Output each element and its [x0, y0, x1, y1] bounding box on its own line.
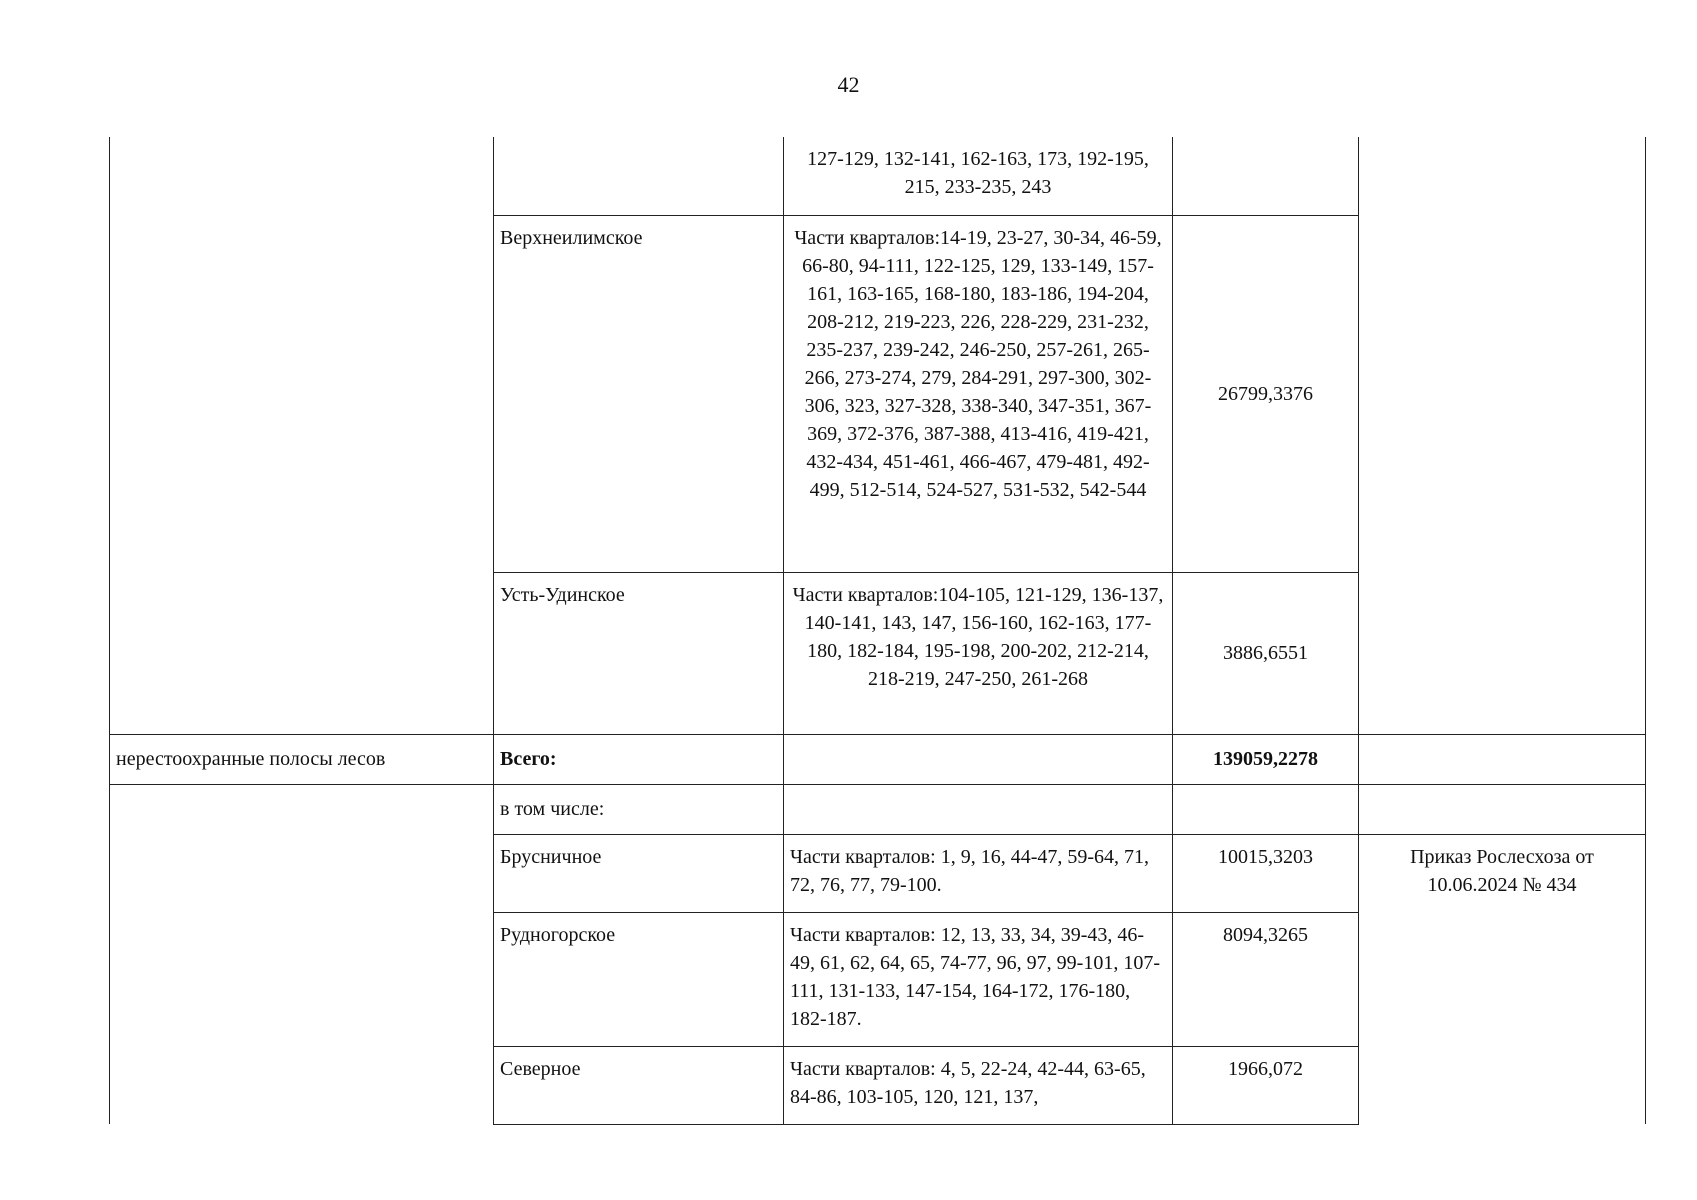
- area-cell: [1173, 572, 1359, 734]
- quarters-text: 127-129, 132-141, 162-163, 173, 192-195, 215, 233-235, 243: [807, 148, 1149, 198]
- quarters-cell: [784, 572, 1173, 734]
- area-cell: [1173, 1046, 1359, 1124]
- forestry-name: Северное: [500, 1057, 581, 1080]
- category-cell: [110, 734, 494, 784]
- table-row: [110, 734, 1646, 784]
- document-cell-empty: [1359, 784, 1646, 834]
- page-number: 42: [837, 72, 860, 97]
- category-cell-empty: [110, 784, 494, 1124]
- category-label: нерестоохранные полосы лесов: [116, 748, 386, 770]
- quarters-cell-empty: [784, 734, 1173, 784]
- total-label-cell: [494, 734, 784, 784]
- area-cell: [1173, 834, 1359, 912]
- document-cell: [1359, 834, 1646, 1124]
- order-reference: Приказ Рослесхоза от 10.06.2024 № 434: [1410, 845, 1594, 896]
- table-row: [110, 784, 1646, 834]
- document-cell-empty: [1359, 137, 1646, 734]
- category-cell-empty: [110, 137, 494, 734]
- quarters-cell: [784, 834, 1173, 912]
- table-row: [110, 137, 1646, 215]
- name-cell: [494, 572, 784, 734]
- forestry-name: Рудногорское: [500, 923, 616, 946]
- quarters-cell-empty: [784, 784, 1173, 834]
- quarters-text: Части кварталов: 4, 5, 22-24, 42-44, 63-65, 84-86, 103-105, 120, 121, 137,: [790, 1057, 1146, 1108]
- area-value: 1966,072: [1228, 1057, 1303, 1080]
- forest-areas-table: [109, 137, 1646, 1125]
- area-cell-empty: [1173, 784, 1359, 834]
- quarters-cell: [784, 215, 1173, 572]
- quarters-cell: [784, 912, 1173, 1046]
- forestry-name: Верхнеилимское: [500, 226, 643, 249]
- name-cell: [494, 1046, 784, 1124]
- including-label-cell: [494, 784, 784, 834]
- total-label: Всего:: [500, 748, 557, 770]
- area-value: 3886,6551: [1223, 642, 1308, 664]
- name-cell-empty: [494, 137, 784, 215]
- including-label: в том числе:: [500, 798, 605, 820]
- quarters-cell: [784, 137, 1173, 215]
- document-cell-empty: [1359, 734, 1646, 784]
- area-cell: [1173, 215, 1359, 572]
- quarters-cell: [784, 1046, 1173, 1124]
- name-cell: [494, 215, 784, 572]
- quarters-text: Части кварталов: 12, 13, 33, 34, 39-43, 46-49, 61, 62, 64, 65, 74-77, 96, 97, 99-101, 107-111, 131-133, 147-154, 164-172, 176-180, 182-187.: [790, 923, 1160, 1030]
- total-area-value: 139059,2278: [1213, 748, 1318, 770]
- forestry-name: Брусничное: [500, 845, 602, 868]
- quarters-text: Части кварталов:104-105, 121-129, 136-137, 140-141, 143, 147, 156-160, 162-163, 177-180, 182-184, 195-198, 200-202, 212-214, 218-219, 247-250, 261-268: [792, 583, 1164, 690]
- area-value: 10015,3203: [1218, 845, 1313, 868]
- name-cell: [494, 912, 784, 1046]
- quarters-text: Части кварталов: 1, 9, 16, 44-47, 59-64, 71, 72, 76, 77, 79-100.: [790, 845, 1150, 896]
- quarters-text: Части кварталов:14-19, 23-27, 30-34, 46-59, 66-80, 94-111, 122-125, 129, 133-149, 157-161, 163-165, 168-180, 183-186, 194-204, 208-212, 219-223, 226, 228-229, 231-232, 235-237, 239-242, 246-250, 257-261, 265-266, 273-274, 279, 284-291, 297-300, 302-306, 323, 327-328, 338-340, 347-351, 367-369, 372-376, 387-388, 413-416, 419-421, 432-434, 451-461, 466-467, 479-481, 492-499, 512-514, 524-527, 531-532, 542-544: [794, 226, 1162, 501]
- area-cell: [1173, 912, 1359, 1046]
- area-cell-empty: [1173, 137, 1359, 215]
- name-cell: [494, 834, 784, 912]
- area-value: 26799,3376: [1218, 382, 1313, 405]
- total-area-cell: [1173, 734, 1359, 784]
- forestry-name: Усть-Удинское: [500, 583, 625, 606]
- area-value: 8094,3265: [1223, 923, 1308, 946]
